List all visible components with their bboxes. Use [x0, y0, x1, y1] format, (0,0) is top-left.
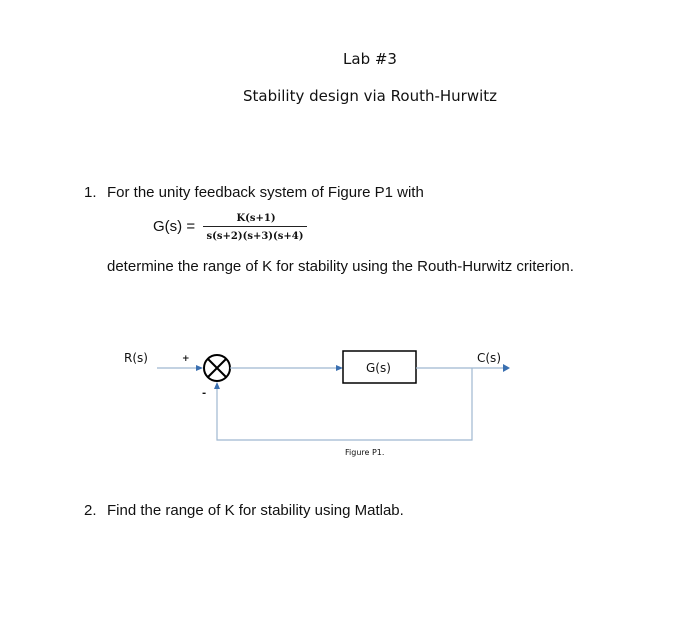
feedback-arrow-icon [214, 382, 220, 389]
question-1-text-continued: determine the range of K for stability using the Routh-Hurwitz criterion. [107, 258, 574, 275]
equation-denominator: s(s+2)(s+3)(s+4) [206, 231, 304, 242]
output-arrow-icon [503, 364, 510, 372]
forward-arrow-icon [336, 365, 343, 371]
figure-caption: Figure P1. [345, 448, 385, 457]
plus-sign: + [182, 354, 190, 364]
block-label-g-s: G(s) [366, 361, 391, 375]
question-2-number: 2. [84, 502, 97, 519]
input-arrow-icon [196, 365, 203, 371]
equation-numerator: K(s+1) [236, 213, 276, 224]
document-title: Lab #3 [343, 50, 397, 68]
minus-sign: - [202, 388, 207, 399]
question-2-text: Find the range of K for stability using Matlab. [107, 502, 404, 519]
document-subtitle: Stability design via Routh-Hurwitz [242, 87, 498, 105]
question-1-number: 1. [84, 184, 97, 201]
equation-lhs: G(s) = [153, 218, 196, 235]
input-label-r-s: R(s) [124, 351, 148, 365]
question-1-text: For the unity feedback system of Figure P1 with [107, 184, 424, 201]
output-label-c-s: C(s) [477, 351, 501, 365]
